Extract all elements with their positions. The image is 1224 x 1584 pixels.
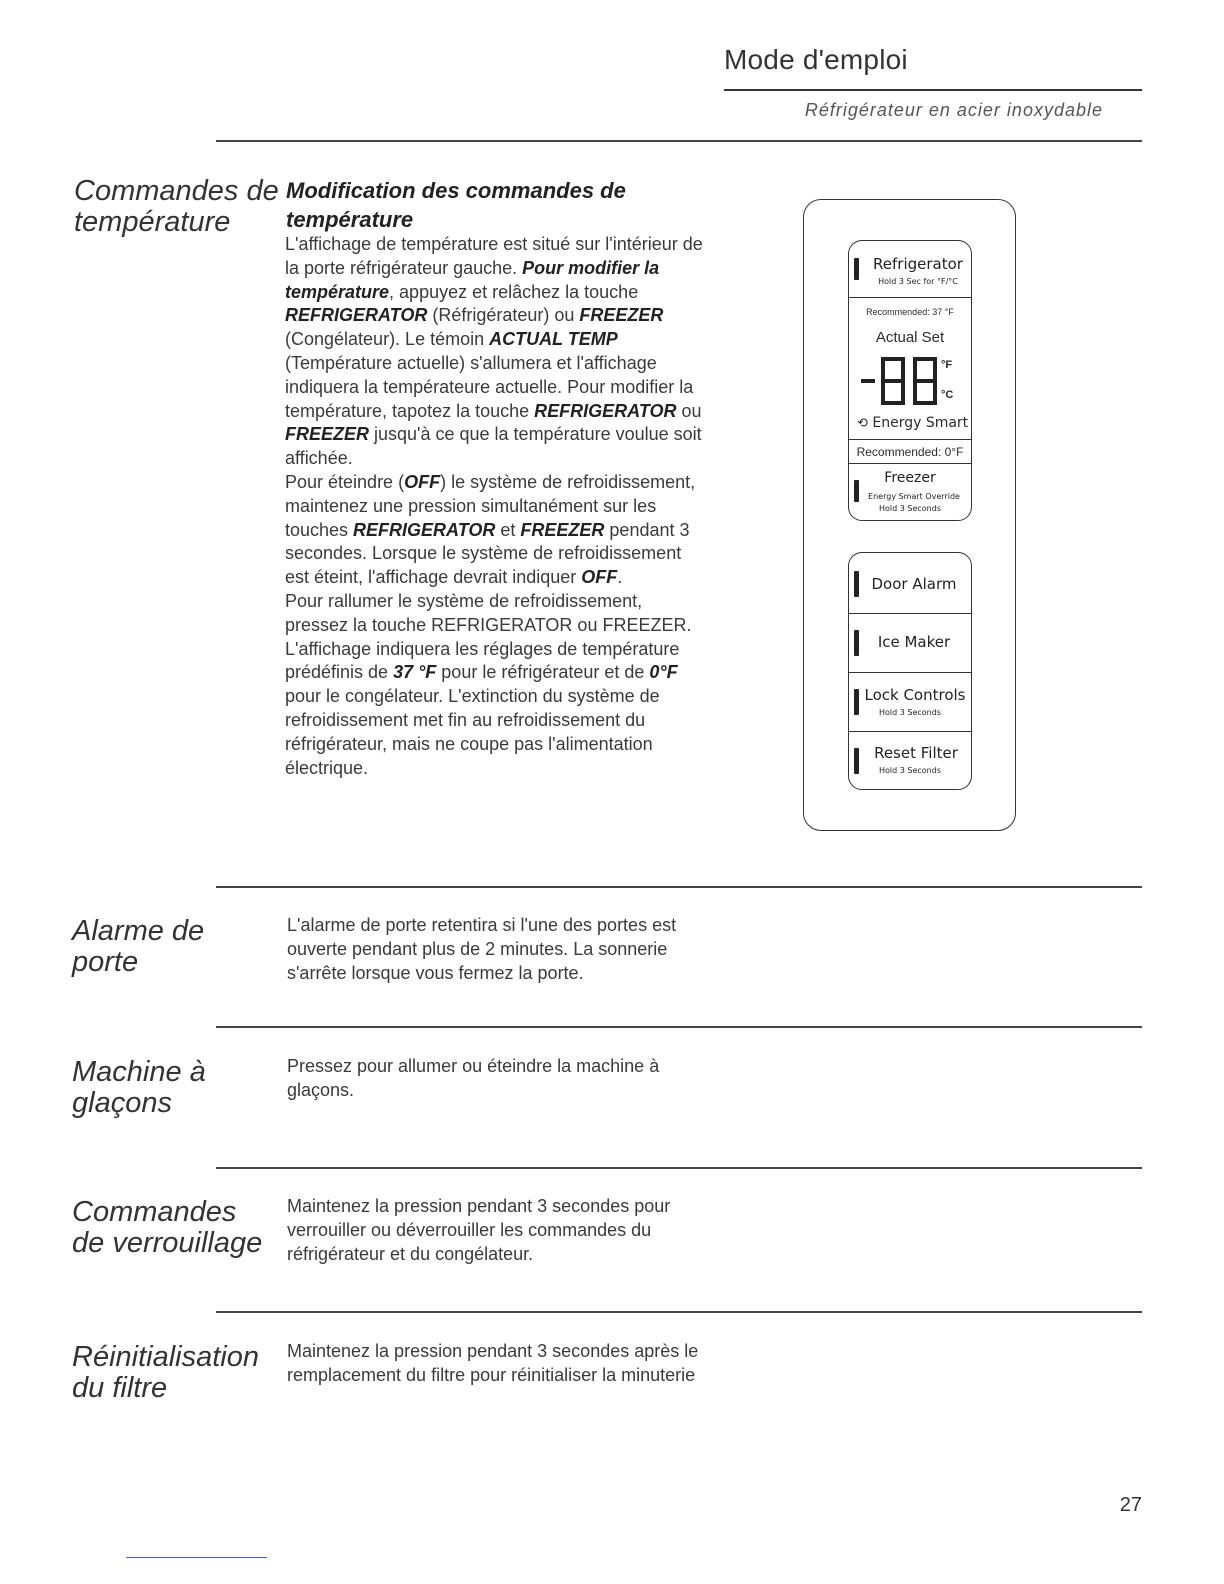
section-divider [216, 1311, 1142, 1313]
segment [913, 401, 937, 405]
unit-f-indicator: °F [941, 359, 953, 371]
text: Pour éteindre ( [285, 471, 405, 492]
text: ou [676, 400, 702, 421]
temperature-body [285, 233, 707, 780]
refrigerator-label: Refrigerator [873, 255, 963, 273]
footer-link-underline [126, 1557, 267, 1558]
section-title-temperature [74, 176, 279, 238]
emphasis: OFF [581, 567, 618, 588]
text: (Congélateur). Le témoin [285, 329, 490, 350]
title-line: Réinitialisation [72, 1341, 259, 1373]
title-line: de verrouillage [72, 1227, 263, 1259]
title-line: Commandes [72, 1196, 237, 1228]
header-divider [724, 89, 1142, 91]
emphasis: REFRIGERATOR [285, 305, 428, 326]
filter-text: Maintenez la pression pendant 3 secondes après le remplacement du filtre pour réinitialiser la minuterie [287, 1341, 699, 1385]
text: et [495, 519, 521, 540]
section-divider [216, 1167, 1142, 1169]
text: pour le congélateur. L'extinction du système de refroidissement met fin au refroidissement du réfrigérateur, mais ne coupe pas l'alimentation électrique. [285, 686, 660, 778]
paragraph [285, 590, 707, 780]
divider [849, 297, 971, 298]
text: , appuyez et relâchez la touche [389, 281, 639, 302]
section-title-door-alarm [72, 916, 204, 978]
freezer-button[interactable] [849, 464, 971, 521]
emphasis: REFRIGERATOR [534, 400, 677, 421]
energy-smart-icon: ⟲ [857, 416, 868, 431]
refrigerator-hint: Hold 3 Sec for °F/°C [878, 277, 958, 286]
divider [849, 439, 971, 440]
freezer-hint: Energy Smart Override [868, 492, 960, 501]
text: . [617, 567, 623, 588]
recommended-freezer-label: Recommended: 0°F [856, 445, 964, 459]
section-divider [216, 886, 1142, 888]
text: ) le système de refroidissement, maintenez une pression simultanément sur les touches [285, 471, 696, 540]
page-header-title: Mode d'emploi [724, 44, 908, 75]
ice-maker-text: Pressez pour allumer ou éteindre la machine à glaçons. [287, 1056, 660, 1100]
text: Pour rallumer le système de refroidissement, pressez la touche REFRIGERATOR ou FREEZER. L'affichage indiquera les réglages de température prédéfinis de [285, 590, 692, 683]
section-title-filter [72, 1342, 259, 1404]
temperature-display [859, 357, 959, 405]
freezer-label: Freezer [884, 470, 936, 486]
text: L'affichage de température est situé sur l'intérieur de la porte réfrigérateur gauche. [285, 234, 703, 278]
door-alarm-label: Door Alarm [871, 575, 957, 593]
actual-set-label: Actual Set [875, 329, 945, 346]
heading-line: Modification des commandes de [286, 178, 626, 203]
refrigerator-button[interactable] [849, 241, 971, 297]
title-line: du filtre [72, 1372, 168, 1404]
emphasis: 37 °F [393, 662, 437, 683]
emphasis: REFRIGERATOR [353, 519, 496, 540]
section-title-lock [72, 1197, 262, 1259]
section-title-ice-maker [72, 1057, 206, 1119]
ice-maker-button[interactable] [849, 614, 971, 672]
subsection-heading [286, 176, 706, 234]
door-alarm-button[interactable] [849, 553, 971, 613]
freezer-hold-hint: Hold 3 Seconds [879, 504, 941, 513]
segment [933, 357, 937, 379]
emphasis: ACTUAL TEMP [489, 329, 618, 350]
energy-smart-label: Energy Smart [872, 415, 969, 431]
title-line: température [74, 206, 231, 238]
door-alarm-text: L'alarme de porte retentira si l'une des portes est ouverte pendant plus de 2 minutes. La sonnerie s'arrête lorsque vous fermez la porte. [287, 915, 677, 983]
heading-line: température [286, 207, 414, 232]
emphasis: Pour modifier la température [285, 257, 660, 302]
reset-filter-label: Reset Filter [874, 744, 958, 762]
segment [881, 401, 905, 405]
title-line: Commandes de [74, 175, 279, 207]
paragraph [285, 471, 707, 590]
energy-smart-indicator [857, 415, 968, 431]
text: pour le réfrigérateur et de [436, 662, 650, 683]
page-number: 27 [1119, 1494, 1142, 1516]
recommended-fridge-label: Recommended: 37 °F [866, 307, 954, 317]
text: (Température actuelle) s'allumera et l'affichage indiquera la températeure actuelle. Pour modifier la température, tapotez la touche [285, 352, 694, 421]
text: jusqu'à ce que la température voulue soit affichée. [285, 424, 702, 469]
reset-filter-button[interactable] [849, 732, 971, 790]
emphasis: FREEZER [579, 305, 664, 326]
emphasis: 0°F [649, 662, 678, 683]
feature-control-group [848, 552, 972, 790]
title-line: porte [72, 946, 139, 978]
text: (Réfrigérateur) ou [427, 305, 580, 326]
text: pendant 3 secondes. Lorsque le système de refroidissement est éteint, l'affichage devrait indiquer [285, 519, 690, 588]
segment [901, 357, 905, 379]
page-header-subtitle: Réfrigérateur en acier inoxydable [804, 100, 1103, 120]
segment [881, 357, 885, 379]
emphasis: FREEZER [285, 424, 370, 445]
reset-hold-hint: Hold 3 Seconds [879, 766, 941, 775]
section-divider [216, 140, 1142, 142]
lock-text: Maintenez la pression pendant 3 secondes pour verrouiller ou déverrouiller les commandes du réfrigérateur et du congélateur. [287, 1196, 671, 1264]
title-line: Machine à [72, 1056, 206, 1088]
title-line: Alarme de [72, 915, 205, 947]
unit-c-indicator: °C [941, 389, 954, 401]
paragraph [285, 233, 707, 471]
emphasis: OFF [404, 471, 441, 492]
emphasis: FREEZER [520, 519, 605, 540]
segment [913, 357, 917, 379]
lock-controls-label: Lock Controls [864, 686, 966, 704]
temperature-control-group [848, 240, 972, 521]
title-line: glaçons [72, 1087, 172, 1119]
minus-segment [861, 379, 875, 383]
section-divider [216, 1026, 1142, 1028]
ice-maker-label: Ice Maker [877, 633, 951, 651]
lock-controls-button[interactable] [849, 673, 971, 731]
lock-hold-hint: Hold 3 Seconds [879, 708, 941, 717]
